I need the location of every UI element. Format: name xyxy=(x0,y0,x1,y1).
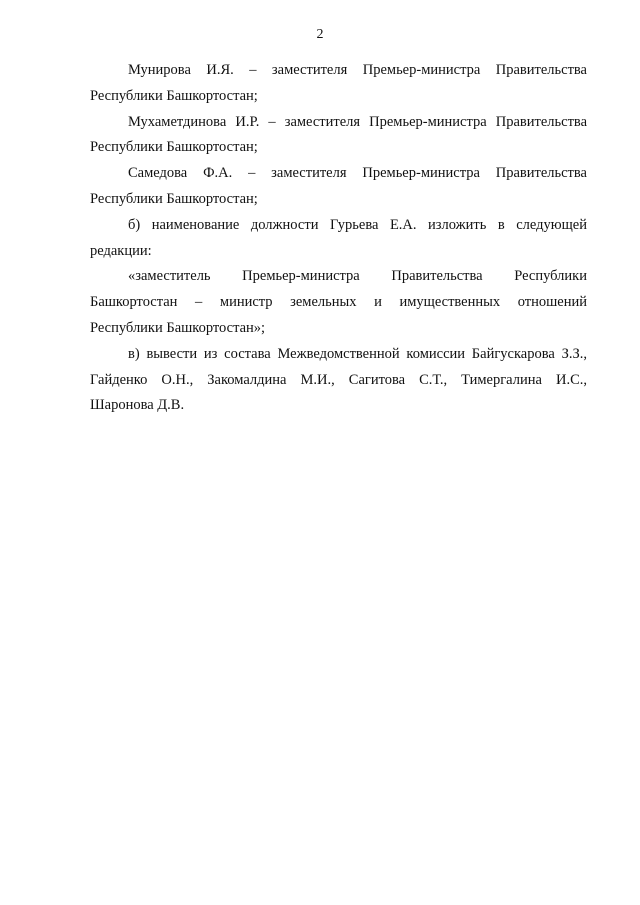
paragraph-line: Башкортостан – министр земельных и имущественных отношений xyxy=(90,294,587,311)
paragraph-line: Мухаметдинова И.Р. – заместителя Премьер-министра Правительства xyxy=(128,113,587,130)
paragraph-line: Шаронова Д.В. xyxy=(90,397,185,414)
paragraph-samedov xyxy=(90,161,587,213)
paragraph-line: редакции: xyxy=(90,242,152,259)
paragraph-mukhametdinova xyxy=(90,110,587,162)
paragraph-line: в) вывести из состава Межведомственной комиссии Байгускарова З.З., xyxy=(128,345,587,362)
page-number: 2 xyxy=(316,27,324,42)
paragraph-munirov xyxy=(90,58,587,110)
paragraph-line: «заместитель Премьер-министра Правительства Республики xyxy=(128,268,587,285)
paragraph-item-b xyxy=(90,213,587,265)
paragraph-line: Самедова Ф.А. – заместителя Премьер-министра Правительства xyxy=(128,165,587,182)
paragraph-line: б) наименование должности Гурьева Е.А. изложить в следующей xyxy=(128,216,587,233)
paragraph-line: Республики Башкортостан»; xyxy=(90,319,266,336)
paragraph-line: Республики Башкортостан; xyxy=(90,190,258,207)
document-body xyxy=(90,58,587,419)
paragraph-item-v xyxy=(90,342,587,419)
paragraph-line: Республики Башкортостан; xyxy=(90,87,258,104)
paragraph-quoted-title xyxy=(90,264,587,341)
paragraph-line: Республики Башкортостан; xyxy=(90,139,258,156)
paragraph-line: Гайденко О.Н., Закомалдина М.И., Сагитова С.Т., Тимергалина И.С., xyxy=(90,371,587,388)
paragraph-line: Мунирова И.Я. – заместителя Премьер-министра Правительства xyxy=(128,62,587,78)
